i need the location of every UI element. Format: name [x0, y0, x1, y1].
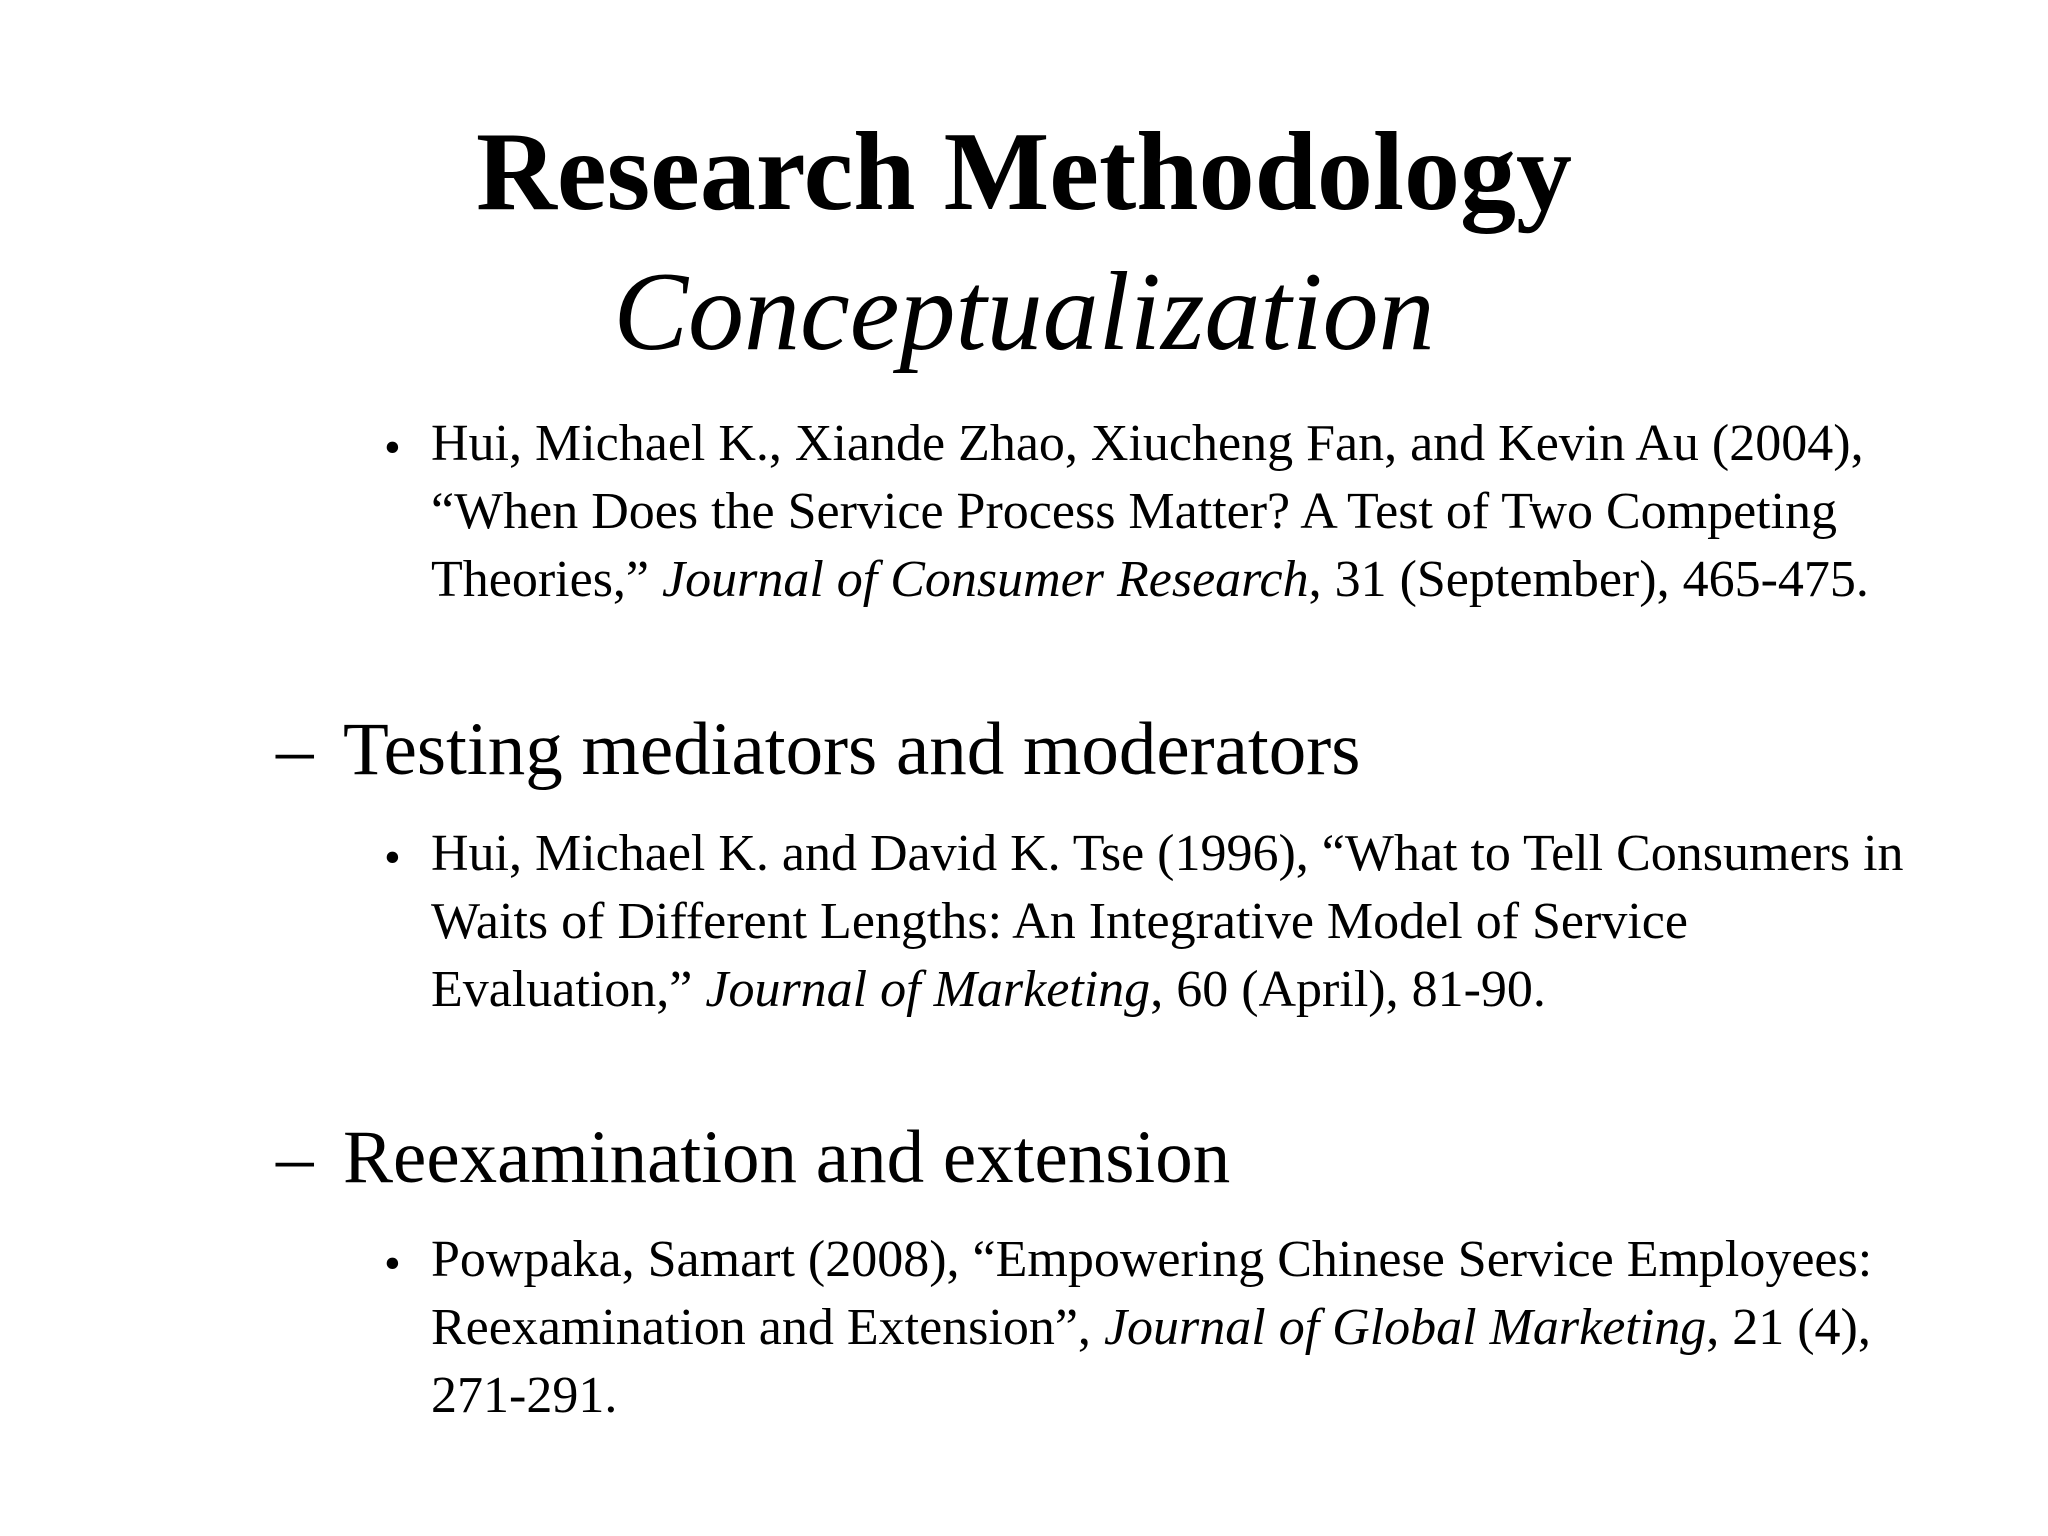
reference-1 [431, 410, 1931, 614]
reference-2 [431, 820, 1931, 1024]
reference-3 [431, 1226, 1931, 1430]
slide-title: Research Methodology [476, 110, 1572, 234]
reference-3-journal: Journal of Global Marketing [1103, 1299, 1707, 1356]
dash-icon: – [276, 708, 314, 791]
reference-3-text: Powpaka, Samart (2008), “Empowering Chinese Service Employees: Reexamination and Extension”, [431, 1231, 1873, 1356]
reference-1-details: , 31 (September), 465-475. [1308, 551, 1869, 608]
dash-icon: – [276, 1116, 314, 1199]
reference-2-text: Hui, Michael K. and David K. Tse (1996), “What to Tell Consumers in Waits of Different Lengths: An Integrative Model of Service Evaluation,” [431, 825, 1904, 1018]
subheading-reexamination: Reexamination and extension [343, 1116, 1231, 1199]
reference-2-journal: Journal of Marketing [705, 961, 1151, 1018]
bullet-icon: • [384, 831, 401, 884]
reference-3-details: , 21 (4), 271-291. [431, 1299, 1871, 1424]
reference-1-journal: Journal of Consumer Research [662, 551, 1309, 608]
bullet-icon: • [384, 421, 401, 474]
bullet-icon: • [384, 1237, 401, 1290]
slide-subtitle: Conceptualization [613, 250, 1435, 374]
subheading-testing-mediators: Testing mediators and moderators [343, 708, 1361, 791]
reference-2-details: , 60 (April), 81-90. [1150, 961, 1546, 1018]
reference-1-text: Hui, Michael K., Xiande Zhao, Xiucheng Fan, and Kevin Au (2004), “When Does the Service Process Matter? A Test of Two Competing Theories,” [431, 415, 1864, 608]
